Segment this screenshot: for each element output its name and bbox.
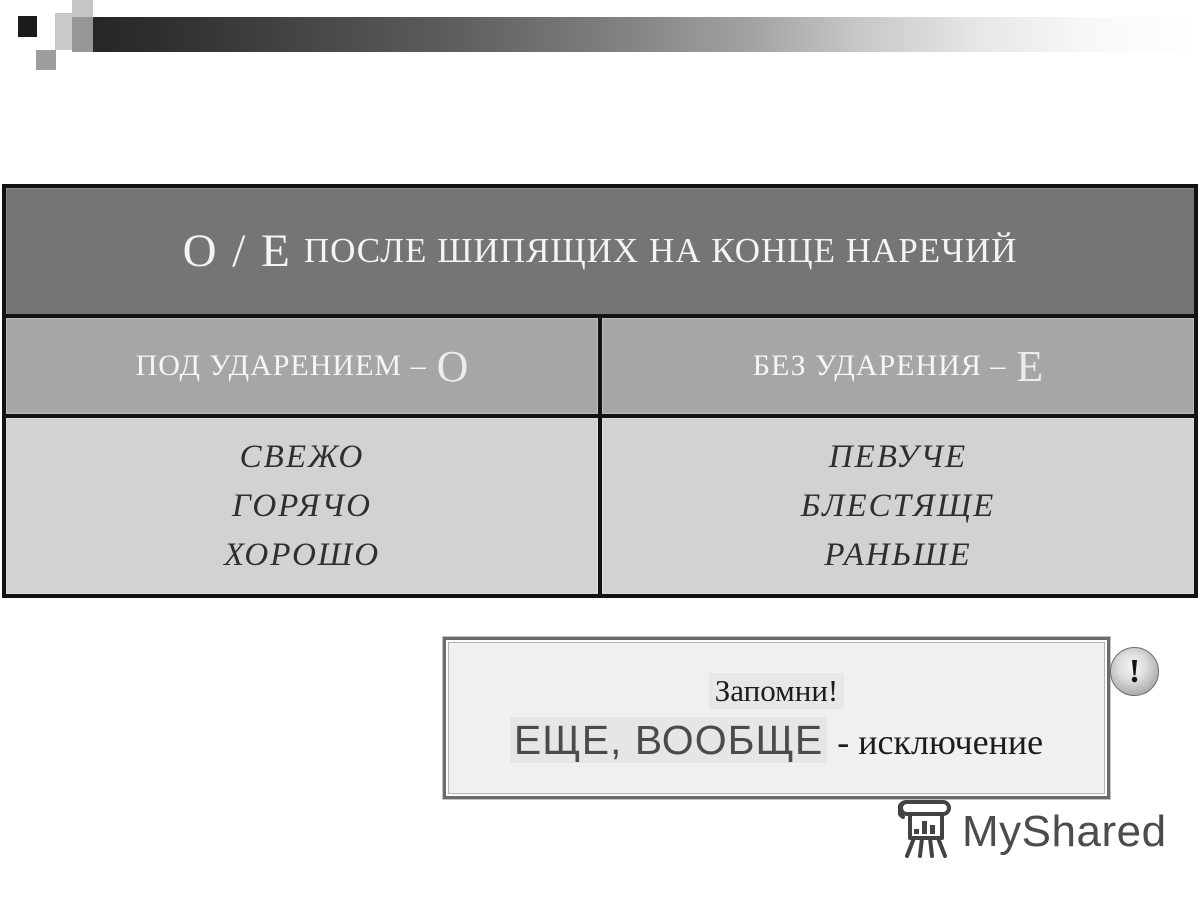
- exclamation-glyph: !: [1128, 652, 1141, 690]
- decor-square-light-top: [72, 0, 93, 17]
- column-header-unstressed: [602, 318, 1194, 414]
- exception-words: ЕЩЕ, ВООБЩЕ: [510, 717, 827, 763]
- decor-square-light-left: [55, 13, 72, 50]
- table-title-text: ПОСЛЕ ШИПЯЩИХ НА КОНЦЕ НАРЕЧИЙ: [303, 231, 1018, 270]
- watermark: [898, 798, 1167, 865]
- decor-square-overlap: [72, 17, 93, 52]
- examples-unstressed-cell: [602, 418, 1194, 594]
- flipchart-icon: [898, 798, 954, 865]
- example-word: РАНЬШЕ: [824, 536, 972, 573]
- table-title-letters: О / Е: [182, 225, 292, 277]
- watermark-text: MyShared: [962, 806, 1167, 856]
- example-word: БЛЕСТЯЩЕ: [800, 487, 996, 524]
- exclamation-icon: [1110, 647, 1159, 696]
- example-word: ХОРОШО: [223, 536, 381, 573]
- column-header-stressed: [6, 318, 598, 414]
- column-header-stressed-letter: О: [436, 341, 469, 391]
- column-header-unstressed-label: БЕЗ УДАРЕНИЯ –: [752, 349, 1007, 382]
- decor-square-small: [36, 50, 56, 70]
- decor-square-dark: [18, 16, 37, 37]
- example-word: СВЕЖО: [239, 438, 365, 475]
- column-header-unstressed-letter: Е: [1016, 341, 1044, 391]
- example-word: ПЕВУЧЕ: [828, 438, 968, 475]
- table-title: [6, 188, 1194, 314]
- examples-stressed-cell: [6, 418, 598, 594]
- exception-label: - исключение: [837, 721, 1044, 762]
- column-header-stressed-label: ПОД УДАРЕНИЕМ –: [135, 349, 427, 382]
- example-word: ГОРЯЧО: [231, 487, 372, 524]
- remember-note-line: [510, 717, 1043, 764]
- remember-note-box: [443, 637, 1110, 799]
- remember-note-title: Запомни!: [709, 673, 845, 709]
- gradient-banner: [73, 17, 1200, 52]
- rules-table: [2, 184, 1198, 598]
